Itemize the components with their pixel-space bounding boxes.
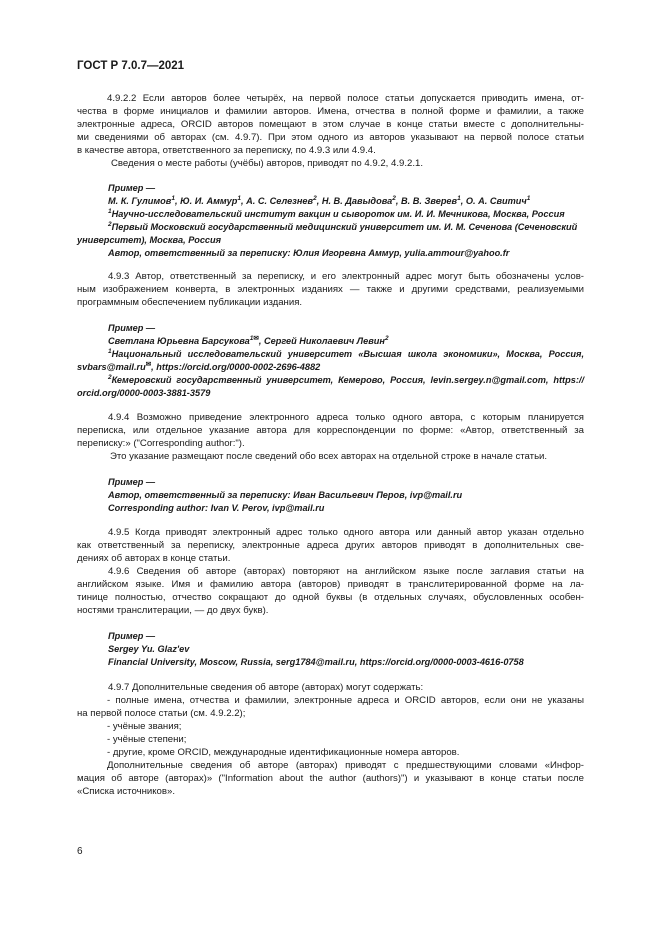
text-line: 4.9.6 Сведения об авторе (авторах) повторяют на английском языке после заглавия статьи на [108,566,584,577]
example-affiliation-cont [77,361,584,374]
text-line: английском языке. Имя и фамилию автора (авторов) приводят в транслитерированной форме на ла- [77,579,584,590]
text-line: 4.9.7 Дополнительные сведения об авторе (авторах) могут содержать: [108,682,424,693]
example-affiliation-cont: университет), Москва, Россия [77,235,222,245]
example-affiliation [108,348,584,361]
envelope-icon: ✉ [145,361,152,368]
affiliation-sup: 1 [108,348,112,355]
example-authors: М. К. Гулимов$^1$, Ю. И. Аммур$^1$, А. С. Селезнев$^2$, Н. В. Давыдова$^2$, В. В. Зверев$^1$, О. А. Свитич$^1$ [108,195,531,206]
text-line: Это указание размещают после сведений обо всех авторах на отдельной строке в начале статьи. [110,451,548,462]
text-line: электронные адреса, ORCID авторов помещают в этом случае в конце статьи вместе с дополнительны- [77,119,584,130]
document-header: ГОСТ Р 7.0.7—2021 [77,60,185,72]
text-line: мация об авторе (авторах)» ("Information about the author (authors)") и указывают в конце статьи после [77,773,584,784]
author-sup: 1 [526,195,531,202]
text-line: - другие, кроме ORCID, международные идентификационные номера авторов. [107,747,460,758]
affiliation-text: Первый Московский государственный медицинский университет им. И. М. Сеченова (Сеченовский [111,222,578,232]
affiliation-orcid: , https://orcid.org/0000-0002-2696-4882 [151,362,321,372]
text-line: на первой полосе статьи (см. 4.9.2.2); [77,708,246,719]
text-line: переписка, или отдельное указание автора для корреспонденции по форме: «Автор, ответственный за [77,425,584,436]
affiliation-sup: 1 [108,208,112,215]
text-line: ностями транслитерации, — до двух букв). [77,605,269,616]
text-line: в качестве автора, ответственного за переписку, по 4.9.3 или 4.9.4. [77,145,376,156]
example-affiliation [108,221,584,234]
envelope-icon: ✉ [253,335,259,342]
author-sup: 1 [171,195,175,202]
author-name: О. А. Свитич [465,196,527,206]
text-line: 4.9.3 Автор, ответственный за переписку, и его электронный адрес могут быть обозначены услов- [108,271,584,282]
text-line: 4.9.4 Возможно приведение электронного адреса только одного автора, с которым планируется [108,412,584,423]
text-line: Дополнительные сведения об авторе (авторах) приводят с предшествующими словами «Инфор- [107,760,584,771]
example-label: Пример — [108,631,156,641]
example-corresponding: Автор, ответственный за переписку: Юлия Игоревна Аммур, yulia.ammour@yahoo.fr [108,248,510,258]
affiliation-sup: 2 [108,374,112,381]
example-affiliation [108,208,584,221]
text-line: 4.9.2.2 Если авторов более четырёх, на первой полосе статьи допускается приводить имена, от- [107,93,584,104]
example-affiliation-cont: orcid.org/0000-0003-3881-3579 [77,388,211,398]
example-authors [108,335,584,348]
text-line: Сведения о месте работы (учёбы) авторов, приводят по 4.9.2, 4.9.2.1. [111,158,423,169]
affiliation-text: Научно-исследовательский институт вакцин и сывороток им. И. И. Мечникова, Москва, Россия [111,209,565,219]
text-line: 4.9.5 Когда приводят электронный адрес только одного автора или данный автор указан отдельно [108,527,584,538]
text-line: - учёные степени; [107,734,187,745]
author-name: , Сергей Николаевич Левин [258,336,385,346]
author-sup: 2 [384,335,389,342]
text-line: чества в форме инициалов и фамилии авторов. Имена, отчества в полной форме и фамилии, а также [77,106,584,117]
page-number: 6 [77,846,83,857]
author-sup: 2 [313,195,317,202]
author-name: М. К. Гулимов [108,196,172,206]
affiliation-text: Национальный исследовательский университет «Высшая школа экономики», Москва, Россия, [111,349,584,359]
text-line: как ответственный за переписку, электронные адреса других авторов приводят в дополнительных све- [77,540,584,551]
example-label: Пример — [108,477,156,487]
author-sup: 2 [392,195,396,202]
affiliation-email: svbars@mail.ru [77,362,146,372]
text-line: дениях об авторах в конце статьи. [77,553,231,564]
author-sup: 1 [249,335,254,342]
author-name: А. С. Селезнев [246,196,314,206]
example-label: Пример — [108,183,156,193]
author-sup: 1 [237,195,242,202]
author-sup: 1 [457,195,461,202]
author-name: Светлана Юрьевна Барсукова [108,336,250,346]
example-affiliation [108,374,584,387]
example-line: Financial University, Moscow, Russia, serg1784@mail.ru, https://orcid.org/0000-0003-4616-0758 [108,657,524,667]
text-line: тинице полностью, отчество сокращают до одной буквы (в отдельных случаях, обусловленных особен- [77,592,584,603]
example-line: Sergey Yu. Glaz'ev [108,644,190,654]
text-line: «Списка источников». [77,786,175,797]
author-name: В. В. Зверев [401,196,458,206]
affiliation-sup: 2 [108,221,112,228]
text-line: - учёные звания; [107,721,182,732]
text-line: ным изображением конверта, в электронных изданиях — также и другими средствами, реализуемыми [77,284,584,295]
example-line: Corresponding author: Ivan V. Perov, ivp@mail.ru [108,503,325,513]
text-line: ми сведениями об авторах (см. 4.9.7). При этом одного из авторов указывают на первой полосе статьи [77,132,584,143]
author-name: Н. В. Давыдова [321,196,393,206]
text-line: - полные имена, отчества и фамилии, электронные адреса и ORCID авторов, если они не указаны [107,695,584,706]
text-line: переписку:» ("Corresponding author:"). [77,438,245,449]
author-name: Ю. И. Аммур [180,196,238,206]
affiliation-text: Кемеровский государственный университет, Кемерово, Россия, levin.sergey.n@gmail.com, https:// [111,375,584,385]
example-line: Автор, ответственный за переписку: Иван Васильевич Перов, ivp@mail.ru [108,490,463,500]
text-line: программным обеспечением публикации издания. [77,297,303,308]
example-label: Пример — [108,323,156,333]
